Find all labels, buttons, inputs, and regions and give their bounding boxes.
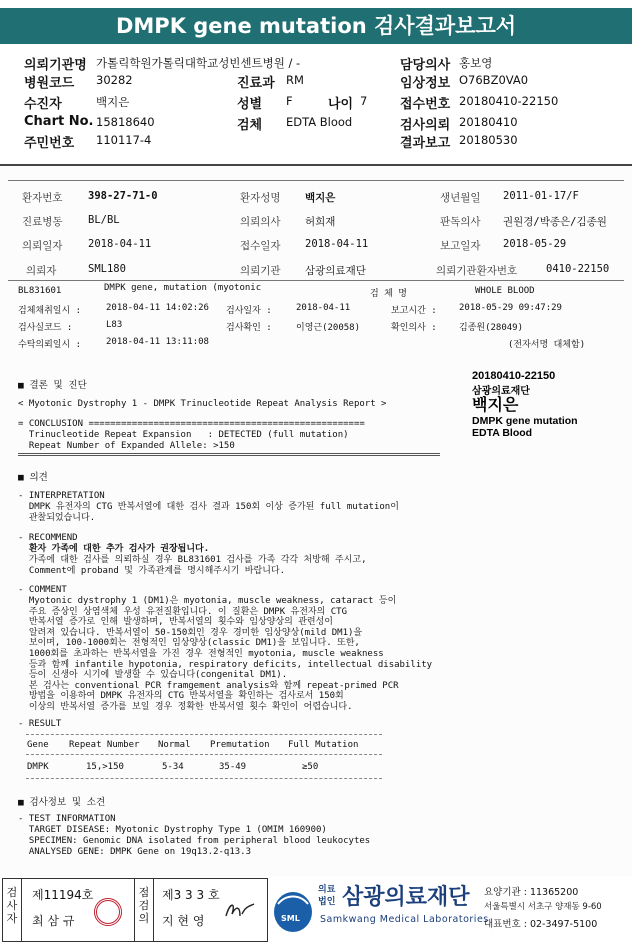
specimen-label: 검체 bbox=[237, 118, 263, 133]
dob-value: 2011-01-17/F bbox=[503, 190, 579, 202]
report-time-value: 2018-05-29 09:47:29 bbox=[459, 303, 562, 313]
report-time-label: 보고시간 : bbox=[391, 306, 437, 316]
org-english-name: Samkwang Medical Laboratories bbox=[320, 914, 489, 925]
sec-conclusion: ■ 결론 및 진단 bbox=[18, 380, 87, 391]
examiner-name: 최 삼 규 bbox=[32, 914, 75, 928]
examiner-seal-icon bbox=[94, 898, 122, 926]
org-name: 삼광의료재단 bbox=[342, 885, 470, 910]
patient-name-value: 백지은 bbox=[305, 192, 336, 204]
ward-label: 진료병동 bbox=[22, 216, 63, 228]
result-gene: DMPK bbox=[27, 762, 49, 772]
test-name: DMPK gene, mutation (myotonic bbox=[104, 283, 262, 293]
specimen-name-value: WHOLE BLOOD bbox=[475, 286, 535, 296]
result-premutation: 35-49 bbox=[219, 762, 247, 772]
interpretation-line-1: DMPK 유전자의 CTG 반복서열에 대한 검사 결과 150회 이상 증가된 full mutation이 bbox=[18, 502, 399, 512]
conclusion-line-2: Repeat Number of Expanded Allele: >150 bbox=[18, 441, 235, 451]
patient-header bbox=[0, 44, 632, 166]
recommend-line-2: 가족에 대한 검사를 의뢰하실 경우 BL831601 검사를 가족 각각 처방해 주시고, bbox=[18, 555, 367, 565]
specimen-name-label: 검 체 명 bbox=[370, 289, 407, 299]
inspector-license: 제3 3 3 호 bbox=[162, 888, 220, 902]
hospital-value: 가톨릭학원가톨릭대학교성빈센트병원 / - bbox=[96, 56, 301, 70]
analysis-report-title: < Myotonic Dystrophy 1 - DMPK Trinucleotide Repeat Analysis Report > bbox=[18, 399, 387, 409]
result-col-premutation: Premutation bbox=[210, 740, 270, 750]
patient-no-value: 398-27-71-0 bbox=[88, 190, 158, 202]
signature-icon bbox=[222, 898, 258, 924]
confirmer-value: 김종원(28049) bbox=[459, 323, 524, 333]
ref-org-value: 삼광의료재단 bbox=[305, 265, 366, 277]
recipient-label: 수진자 bbox=[24, 97, 62, 112]
reading-label: 판독의사 bbox=[440, 216, 481, 228]
test-info-head: - TEST INFORMATION bbox=[18, 814, 116, 824]
dob-label: 생년월일 bbox=[440, 192, 481, 204]
request-value: 20180410 bbox=[459, 115, 518, 129]
chart-label: Chart No. bbox=[24, 114, 94, 129]
specimen-sticker bbox=[466, 370, 616, 439]
result-col-gene: Gene bbox=[27, 740, 49, 750]
ref-org-no-value: 0410-22150 bbox=[546, 263, 610, 275]
age-label: 나이 bbox=[328, 97, 354, 112]
ref-person-value: SML180 bbox=[88, 263, 126, 275]
comment-line: 이상의 반복서열 증가를 보일 경우 정확한 반복서열 횟수 확인이 어렵습니다. bbox=[18, 701, 353, 712]
ref-date-label: 의뢰일자 bbox=[22, 240, 63, 252]
rep-date-value: 2018-05-29 bbox=[503, 238, 567, 250]
examiner-license: 제11194호 bbox=[32, 888, 94, 902]
test-info-disease: TARGET DISEASE: Myotonic Dystrophy Type 1 (OMIM 160900) bbox=[18, 825, 327, 835]
accept-label: 수탁의뢰일시 : bbox=[18, 340, 82, 350]
sticker-org: 삼광의료재단 bbox=[472, 386, 530, 397]
hosp-code-label: 병원코드 bbox=[24, 76, 75, 91]
ref-org-label: 의뢰기관 bbox=[240, 265, 281, 277]
sticker-specimen: EDTA Blood bbox=[472, 427, 533, 439]
care-code: 요양기관 : 11365200 bbox=[484, 887, 579, 898]
corp-tag-line2: 법인 bbox=[318, 897, 336, 907]
patient-name-label: 환자성명 bbox=[240, 192, 281, 204]
comment-line: 반복서열 증가로 인해 발생하며, 반복서열의 횟수와 임상양상의 관련성이 bbox=[18, 617, 334, 628]
comment-line: 본 검사는 conventional PCR framgement analysis와 함께 repeat-primed PCR bbox=[18, 680, 399, 691]
confirm-label: 검사확인 : bbox=[226, 323, 272, 333]
hosp-code-value: 30282 bbox=[96, 73, 133, 87]
patient-no-label: 환자번호 bbox=[22, 192, 63, 204]
sticker-name: 백지은 bbox=[472, 397, 519, 414]
exam-date-value: 2018-04-11 bbox=[296, 303, 351, 313]
confirm-value: 이영근(20058) bbox=[296, 323, 361, 333]
result-repeat: 15,>150 bbox=[86, 762, 124, 772]
reading-value: 권원경/박종은/김종원 bbox=[503, 216, 607, 228]
test-code: BL831601 bbox=[18, 286, 62, 296]
recommend-line-1: 환자 가족에 대한 추가 검사가 권장됩니다. bbox=[18, 544, 210, 554]
specimen-value: EDTA Blood bbox=[286, 115, 353, 129]
age-value: 7 bbox=[360, 94, 368, 108]
test-info-specimen: SPECIMEN: Genomic DNA isolated from peripheral blood leukocytes bbox=[18, 836, 371, 846]
sec-test-info: ■ 검사정보 및 소견 bbox=[18, 797, 106, 808]
report-date-value: 20180530 bbox=[459, 133, 518, 147]
comment-head: - COMMENT bbox=[18, 585, 67, 595]
ref-date-value: 2018-04-11 bbox=[88, 238, 152, 250]
recv-date-value: 2018-04-11 bbox=[305, 238, 369, 250]
footer bbox=[0, 876, 632, 944]
result-col-normal: Normal bbox=[158, 740, 191, 750]
ward-value: BL/BL bbox=[88, 214, 120, 226]
dept-value: RM bbox=[286, 73, 304, 87]
e-sign-note: (전자서명 대체함) bbox=[508, 340, 586, 350]
recommend-head: - RECOMMEND bbox=[18, 533, 78, 543]
test-info-gene: ANALYSED GENE: DMPK Gene on 19q13.2-q13.3 bbox=[18, 847, 251, 857]
inspector-name: 지 현 영 bbox=[162, 914, 205, 928]
ref-doctor-label: 의뢰의사 bbox=[240, 216, 281, 228]
receipt-label: 접수번호 bbox=[400, 97, 451, 112]
room-code-label: 검사실코드 : bbox=[18, 323, 73, 333]
comment-line: 1000회를 초과하는 반복서열을 가진 경우 전형적인 myotonia, muscle weakness bbox=[18, 648, 384, 659]
ref-doctor-value: 허희재 bbox=[305, 216, 336, 228]
corp-tag-line1: 의료 bbox=[318, 885, 336, 895]
report-date-label: 결과보고 bbox=[400, 136, 451, 151]
ref-person-label: 의뢰자 bbox=[26, 265, 57, 277]
conclusion-head: = CONCLUSION =================================================== bbox=[18, 419, 365, 429]
receipt-value: 20180410-22150 bbox=[459, 94, 559, 108]
sticker-test: DMPK gene mutation bbox=[472, 415, 578, 427]
sex-value: F bbox=[286, 94, 293, 108]
sex-label: 성별 bbox=[237, 97, 263, 112]
clinical-label: 임상정보 bbox=[400, 76, 451, 91]
confirmer-label: 확인의사 : bbox=[391, 323, 437, 333]
exam-date-label: 검사일자 : bbox=[226, 306, 272, 316]
dept-label: 진료과 bbox=[237, 76, 275, 91]
collect-label: 검체채취일시 : bbox=[18, 306, 82, 316]
chart-value: 15818640 bbox=[96, 115, 155, 129]
result-normal: 5-34 bbox=[162, 762, 184, 772]
doctor-value: 홍보영 bbox=[459, 56, 493, 70]
rep-date-label: 보고일자 bbox=[440, 240, 481, 252]
recommend-line-3: Comment에 proband 및 가족관계를 명시해주시기 바랍니다. bbox=[18, 566, 286, 576]
comment-line: 등과 함께 infantile hypotonia, respiratory deficits, intellectual disability bbox=[18, 659, 433, 670]
result-full: ≥50 bbox=[302, 762, 319, 772]
request-label: 검사의뢰 bbox=[400, 118, 451, 133]
interpretation-head: - INTERPRETATION bbox=[18, 491, 105, 501]
id-value: 110117-4 bbox=[96, 133, 152, 147]
conclusion-line-1: Trinucleotide Repeat Expansion : DETECTED (full mutation) bbox=[18, 430, 349, 440]
id-label: 주민번호 bbox=[24, 136, 75, 151]
comment-line: 방법을 이용하여 DMPK 유전자의 CTG 반복서열을 확인하는 검사로서 150회 bbox=[18, 691, 344, 702]
scanned-report bbox=[0, 166, 632, 876]
result-head: - RESULT bbox=[18, 719, 62, 729]
hospital-label: 의뢰기관명 bbox=[24, 58, 87, 73]
sml-logo-icon bbox=[272, 884, 314, 936]
comment-line: 주요 증상인 상염색체 우성 유전질환입니다. 이 질환은 DMPK 유전자의 CTG bbox=[18, 606, 347, 617]
accept-value: 2018-04-11 13:11:08 bbox=[106, 337, 209, 347]
comment-line: Myotonic dystrophy 1 (DM1)은 myotonia, muscle weakness, cataract 등이 bbox=[18, 596, 397, 606]
sticker-receipt: 20180410-22150 bbox=[472, 370, 556, 382]
recipient-value: 백지은 bbox=[96, 95, 130, 109]
org-phone: 대표번호 : 02-3497-5100 bbox=[484, 919, 598, 930]
inspector-label: 점검의 bbox=[138, 886, 150, 925]
examiner-label: 검사자 bbox=[6, 886, 18, 925]
doctor-label: 담당의사 bbox=[400, 58, 451, 73]
clinical-value: O76BZ0VA0 bbox=[459, 73, 529, 87]
comment-line: 알려져 있습니다. 반복서열이 50-150회인 경우 경미한 임상양상(mild DM1)을 bbox=[18, 627, 363, 638]
comment-body bbox=[18, 596, 432, 713]
comment-line: 등이 신생아 시기에 발생할 수 있습니다(congenital DM1). bbox=[18, 670, 288, 681]
comment-line: 보이며, 100-1000회는 전형적인 임상양상(classic DM1)을 보입니다. 또한, bbox=[18, 638, 360, 649]
sec-opinion: ■ 의견 bbox=[18, 472, 48, 483]
recv-date-label: 접수일자 bbox=[240, 240, 281, 252]
collect-value: 2018-04-11 14:02:26 bbox=[106, 303, 209, 313]
report-title: DMPK gene mutation 검사결과보고서 bbox=[0, 8, 632, 44]
result-col-full: Full Mutation bbox=[288, 740, 359, 750]
ref-org-no-label: 의뢰기관환자번호 bbox=[436, 265, 518, 277]
org-address: 서울특별시 서초구 양재동 9-60 bbox=[484, 902, 602, 912]
sml-logo-text: SML bbox=[281, 914, 300, 923]
corp-tag bbox=[318, 884, 335, 908]
result-col-repeat: Repeat Number bbox=[69, 740, 140, 750]
room-code-value: L83 bbox=[106, 320, 123, 330]
interpretation-line-2: 관찰되었습니다. bbox=[18, 513, 96, 523]
